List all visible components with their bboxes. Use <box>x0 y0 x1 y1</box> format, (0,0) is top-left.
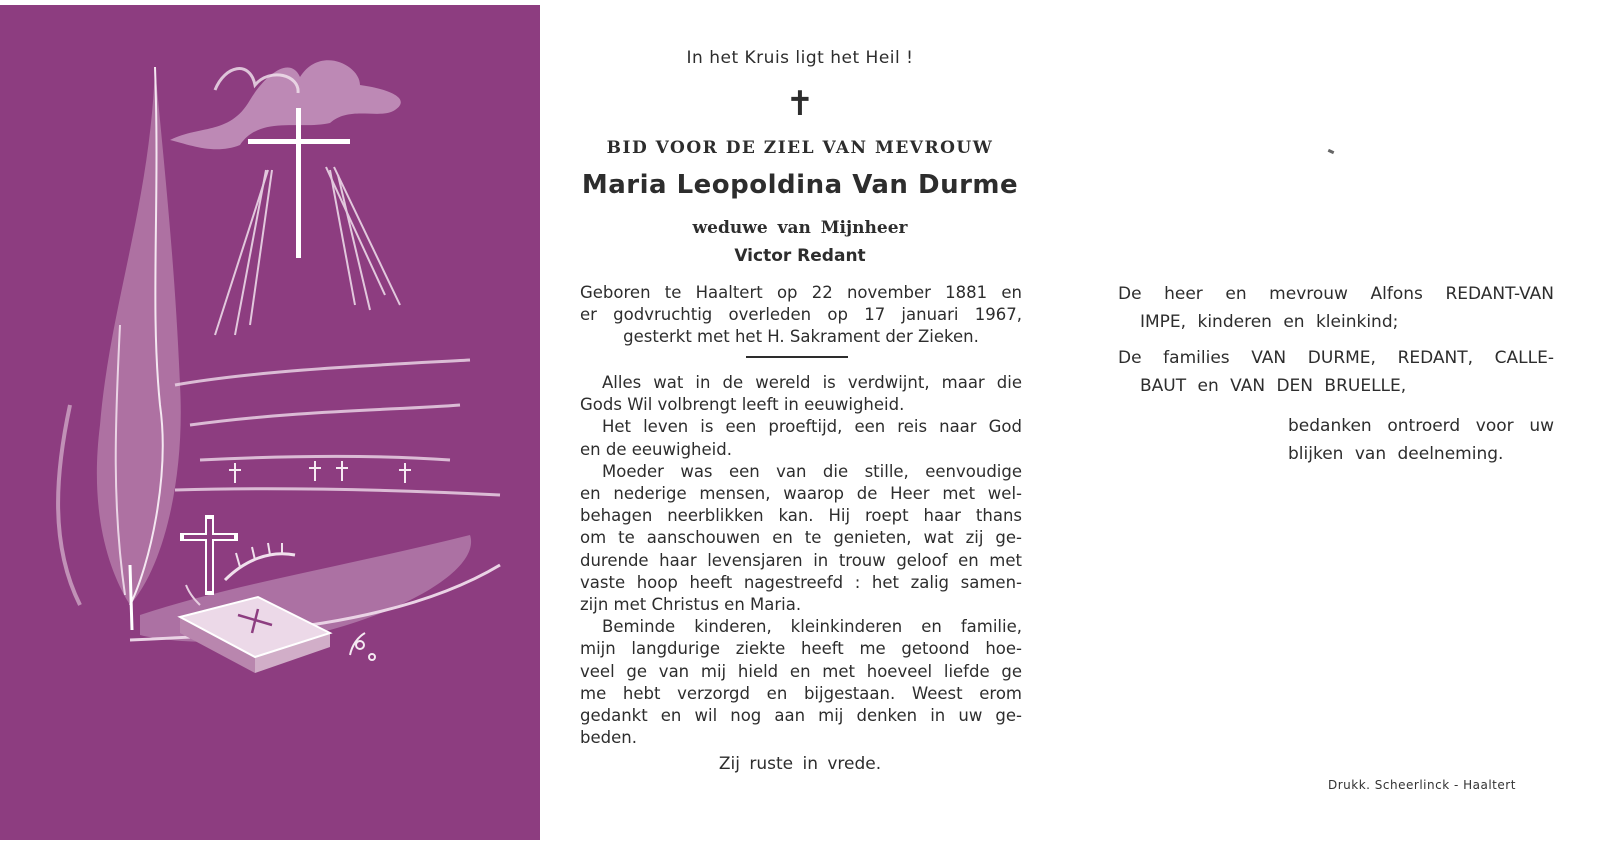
husband-name: Victor Redant <box>734 246 866 266</box>
family-line: BAUT en VAN DEN BRUELLE, <box>1140 376 1407 396</box>
text-line: Gods Wil volbrengt leeft in eeuwigheid. <box>580 395 905 415</box>
paper-speck <box>1328 149 1335 154</box>
text-line: durende haar levensjaren in trouw geloof en met <box>580 550 1022 570</box>
text-line: en de eeuwigheid. <box>580 439 732 459</box>
text-line: Moeder was een van die stille, eenvoudige <box>602 461 1022 481</box>
deceased-name: Maria Leopoldina Van Durme <box>581 170 1019 200</box>
prayer-heading: BID VOOR DE ZIEL VAN MEVROUW <box>606 138 994 158</box>
text-line: Alles wat in de wereld is verdwijnt, maar die <box>602 373 1022 392</box>
death-line: er godvruchtig overleden op 17 januari 1967, <box>580 305 1022 324</box>
family-acknowledgement <box>1118 280 1554 400</box>
family-line: IMPE, kinderen en kleinkind; <box>1140 312 1399 332</box>
family-line: De heer en mevrouw Alfons REDANT-VAN <box>1118 284 1554 304</box>
text-line: zijn met Christus en Maria. <box>580 595 802 615</box>
widow-of-line: weduwe van Mijnheer <box>692 218 908 238</box>
thanks-line: blijken van deelneming. <box>1288 444 1504 464</box>
sacrament-line: gesterkt met het H. Sakrament der Zieken. <box>623 327 979 346</box>
family-line: De families VAN DURME, REDANT, CALLE- <box>1118 348 1554 368</box>
text-line: Beminde kinderen, kleinkinderen en familie, <box>602 617 1022 637</box>
rest-in-peace: Zij ruste in vrede. <box>718 754 882 774</box>
text-line: behagen neerblikken kan. Hij roept haar thans <box>580 506 1022 526</box>
text-line: me hebt verzorgd en bijgestaan. Weest erom <box>580 683 1022 703</box>
text-line: mijn langdurige ziekte heeft me getoond hoe- <box>580 639 1022 659</box>
text-line: vaste hoop heeft nagestreefd : het zalig samen- <box>580 572 1022 592</box>
thanks-line: bedanken ontroerd voor uw <box>1288 416 1554 436</box>
memorial-illustration <box>0 5 540 840</box>
text-line: Het leven is een proeftijd, een reis naar God <box>602 417 1022 437</box>
divider <box>746 356 848 358</box>
text-line: gedankt en wil nog aan mij denken in uw ge- <box>580 706 1022 726</box>
text-line: en nederige mensen, waarop de Heer met wel- <box>580 484 1022 504</box>
birth-line: Geboren te Haaltert op 22 november 1881 en <box>580 283 1022 302</box>
birth-death-paragraph <box>580 282 1022 348</box>
text-line: veel ge van mij hield en met hoeveel liefde ge <box>580 661 1022 681</box>
text-line: om te aanschouwen en te genieten, wat zij ge- <box>580 528 1022 548</box>
cross-icon: ✝ <box>785 84 815 124</box>
thanks-text <box>1288 412 1554 468</box>
text-line: beden. <box>580 728 637 748</box>
printer-credit: Drukk. Scheerlinck - Haaltert <box>1328 778 1516 792</box>
memorial-paragraphs <box>580 372 1022 749</box>
motto: In het Kruis ligt het Heil ! <box>686 48 914 68</box>
illustration-panel <box>0 5 540 840</box>
